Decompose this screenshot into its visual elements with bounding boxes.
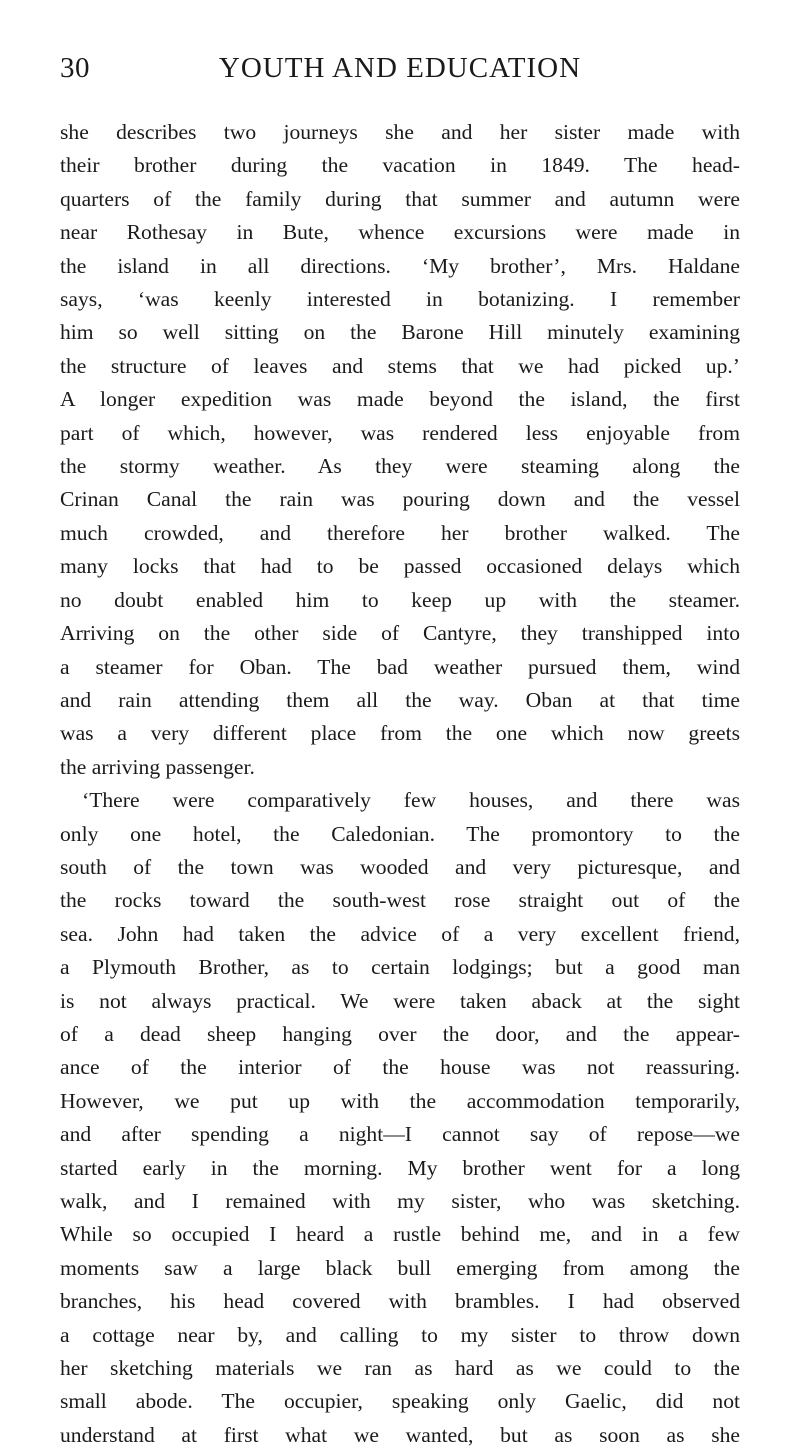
text-line: is not always practical. We were taken aback at the sight (60, 988, 740, 1013)
text-line: quarters of the family during that summer and autumn were (60, 186, 740, 211)
text-line: started early in the morning. My brother went for a long (60, 1155, 740, 1180)
text-line: only one hotel, the Caledonian. The promontory to the (60, 821, 740, 846)
text-line: ‘There were comparatively few houses, and there was (82, 788, 740, 813)
text-line: the rocks toward the south-west rose straight out of the (60, 888, 740, 913)
text-line: and after spending a night—I cannot say of repose—we (60, 1122, 740, 1147)
text-line: south of the town was wooded and very picturesque, and (60, 854, 740, 879)
text-line: of a dead sheep hanging over the door, and the appear- (60, 1021, 740, 1046)
running-head (60, 52, 740, 92)
text-line: much crowded, and therefore her brother walked. The (60, 520, 740, 545)
text-line: their brother during the vacation in 1849. The head- (60, 153, 740, 178)
text-line: small abode. The occupier, speaking only Gaelic, did not (60, 1389, 740, 1414)
text-line: However, we put up with the accommodation temporarily, (60, 1088, 740, 1113)
text-line: she describes two journeys she and her sister made with (60, 120, 740, 144)
text-line: a steamer for Oban. The bad weather pursued them, wind (60, 654, 740, 679)
text-line: and rain attending them all the way. Oban at that time (60, 687, 740, 712)
text-line: part of which, however, was rendered less enjoyable from (60, 420, 740, 445)
text-line: says, ‘was keenly interested in botanizing. I remember (60, 287, 740, 312)
text-line: near Rothesay in Bute, whence excursions were made in (60, 220, 740, 245)
text-line: a cottage near by, and calling to my sister to throw down (60, 1322, 740, 1347)
text-line: the stormy weather. As they were steaming along the (60, 454, 740, 479)
text-line: the arriving passenger. (60, 754, 255, 779)
text-line: no doubt enabled him to keep up with the steamer. (60, 587, 740, 612)
text-line: a Plymouth Brother, as to certain lodgings; but a good man (60, 955, 740, 980)
text-line: him so well sitting on the Barone Hill minutely examining (60, 320, 740, 345)
text-line: Crinan Canal the rain was pouring down and the vessel (60, 487, 740, 512)
paragraph (60, 784, 740, 1452)
paragraph (60, 116, 740, 784)
text-line: ance of the interior of the house was not reassuring. (60, 1055, 740, 1080)
text-line: the island in all directions. ‘My brother’, Mrs. Haldane (60, 253, 740, 278)
running-title: YOUTH AND EDUCATION (218, 52, 582, 84)
text-line: A longer expedition was made beyond the island, the first (60, 387, 740, 412)
page-number: 30 (60, 52, 90, 84)
text-line: walk, and I remained with my sister, who was sketching. (60, 1189, 740, 1213)
text-line: moments saw a large black bull emerging from among the (60, 1255, 740, 1280)
text-line: branches, his head covered with brambles. I had observed (60, 1289, 740, 1314)
text-line: understand at first what we wanted, but as soon as she (60, 1422, 740, 1447)
text-line: the structure of leaves and stems that we had picked up.’ (60, 353, 740, 378)
text-line: While so occupied I heard a rustle behind me, and in a few (60, 1222, 740, 1247)
text-line: was a very different place from the one which now greets (60, 721, 740, 746)
text-line: sea. John had taken the advice of a very excellent friend, (60, 921, 740, 946)
text-line: her sketching materials we ran as hard as we could to the (60, 1356, 740, 1381)
text-line: Arriving on the other side of Cantyre, they transhipped into (60, 621, 740, 646)
body-text (60, 116, 740, 1452)
text-line: many locks that had to be passed occasioned delays which (60, 554, 740, 579)
